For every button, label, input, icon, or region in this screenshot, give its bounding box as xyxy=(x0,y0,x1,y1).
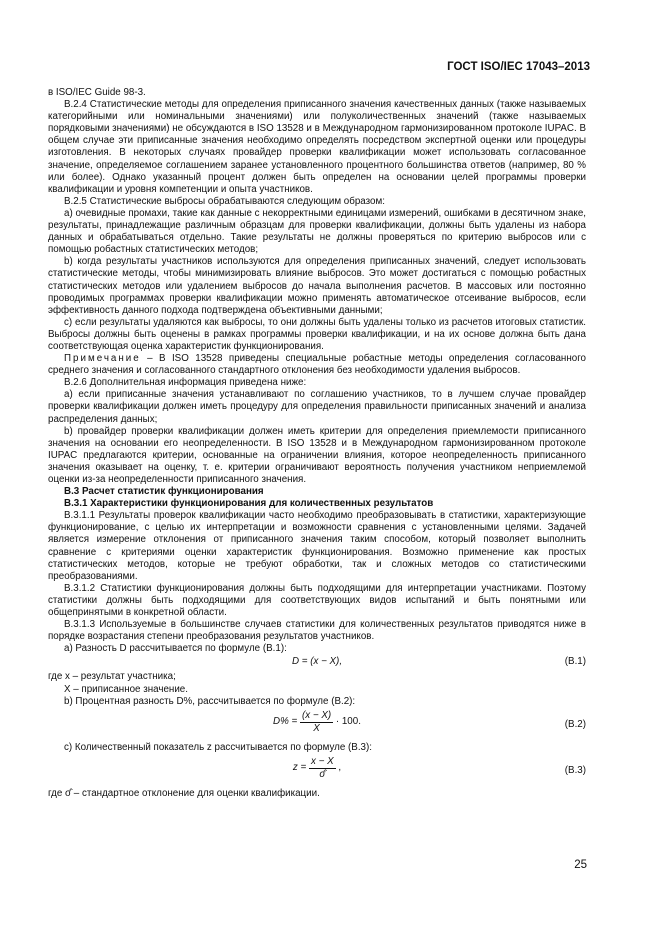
where-x-line: где x – результат участника; xyxy=(48,671,176,683)
formula-b-3 xyxy=(48,756,586,786)
formula-b-3-expression xyxy=(48,756,586,781)
paragraph-b-2-5-c: c) если результаты удаляются как выбросы, то они должны быть удалены только из расчетов итоговых статистик. Выбросы должны быть оценены в рамках программы проверки квалификации, и на их основе должна быть дана соответствующая оценка характеристик функционирования. xyxy=(48,316,586,352)
paragraph-b-2-6-b: b) провайдер проверки квалификации должен иметь критерии для определения приемлемости приписанного значения на основании его неопределенности. В ISO 13528 и в Международном гармонизированном протоколе IUPAC предлагаются критерии, основанные на ограничении влияния, которое неопределенность приписанного значения оказывает на оценку, т. е. критерии ограничивают вероятность получения участником неприемлемой оценки из-за неопределенности приписанного значения. xyxy=(48,425,586,485)
formula-b-2-numerator: (x − X) xyxy=(302,709,332,721)
formula-b-2-fraction xyxy=(300,710,333,735)
paragraph-b-2-5-a: a) очевидные промахи, такие как данные с некорректными единицами измерений, ошибками в десятичном знаке, результаты, принадлежащие различным образцам для проверки квалификации, должны быть удалены из набора данных и обрабатываться отдельно. Такие результаты не должны проверяться по критерию выбросов или с помощью робастных статистических методов; xyxy=(48,207,586,256)
note xyxy=(48,353,586,377)
formula-b-3-denominator: σ̂ xyxy=(319,768,326,780)
formula-b-2-tail: · 100. xyxy=(335,716,361,728)
formula-b-2-expression xyxy=(48,710,586,735)
list-item-a: a) Разность D рассчитывается по формуле (B.1): xyxy=(64,643,287,655)
paragraph-b-3-1-3: B.3.1.3 Используемые в большинстве случаев статистики для количественных результатов приводятся ниже в порядке возрастания степени преобразования результатов участников. xyxy=(48,619,586,643)
formula-b-1-number: (B.1) xyxy=(564,656,586,668)
formula-b-3-tail: , xyxy=(338,762,342,774)
paragraph-b-2-4: B.2.4 Статистические методы для определения приписанного значения качественных данных (также называемых категорийными или номинальными значениями) или полуколичественных значений (также называемых порядковыми значениями) не обсуждаются в ISO 13528 и в Международном гармонизированном протоколе IUPAC. В общем случае эти приписанные значения необходимо определять посредством экспертной оценки или процедуры изготовления. В некоторых случаях провайдер проверки квалификации может использовать согласованное значение, определяемое соглашением заранее установленного процентного большинства ответов (например, 80 % или более). Однако указанный процент должен быть определен на основании целей программы проверки квалификации и уровня компетенции и опыта участников. xyxy=(48,99,586,195)
formula-b-2-number: (B.2) xyxy=(564,718,586,730)
note-text: – В ISO 13528 приведены специальные робастные методы определения согласованного среднего значения и согласованного стандартного отклонения без необходимости удаления выбросов. xyxy=(48,353,586,377)
formula-b-3-number: (B.3) xyxy=(564,764,586,776)
formula-b-3-numerator: x − X xyxy=(311,755,334,767)
paragraph-b-3-1-1: B.3.1.1 Результаты проверок квалификации часто необходимо преобразовывать в статистики, характеризующие функционирование, с целью их интерпретации и возможности сравнения с установленными целями. Задачей является измерение отклонения от приписанного значения таким способом, который позволяет выполнить сравнение с критериями оценки характеристик функционирования. Возможно применение как простых статистических методов, которые не требуют обработки, так и сложных методов со статистическими преобразованиями. xyxy=(48,510,586,582)
where-X-line: X – приписанное значение. xyxy=(64,683,188,695)
paragraph-b-2-6: B.2.6 Дополнительная информация приведена ниже: xyxy=(64,377,307,389)
heading-b-3: B.3 Расчет статистик функционирования xyxy=(64,486,264,498)
page-number: 25 xyxy=(574,859,587,871)
paragraph-b-2-5-b: b) когда результаты участников используются для определения приписанных значений, следует использовать статистические методы, чтобы минимизировать влияние выбросов. Это может достигаться с помощью робастных статистических методов или удалением выбросов до начала выполнения расчетов. В массовых или постоянно проводимых программах проверки квалификации можно применять автоматическое отсеивание выбросов, если эффективность данного подхода подтверждена объективными данными; xyxy=(48,256,586,316)
paragraph-continuation: в ISO/IEC Guide 98-3. xyxy=(48,87,146,98)
document-body xyxy=(48,87,586,800)
where-sigma-line: где σ̂ – стандартное отклонение для оценки квалификации. xyxy=(48,787,320,799)
list-item-b: b) Процентная разность D%, рассчитывается по формуле (B.2): xyxy=(64,695,356,707)
formula-b-1 xyxy=(48,656,586,670)
formula-b-3-fraction xyxy=(309,756,336,781)
list-item-c: c) Количественный показатель z рассчитывается по формуле (B.3): xyxy=(64,741,372,753)
heading-b-3-1: B.3.1 Характеристики функционирования для количественных результатов xyxy=(64,498,434,510)
formula-b-2-denominator: X xyxy=(313,722,320,734)
formula-b-3-lhs: z = xyxy=(292,762,307,774)
formula-b-2 xyxy=(48,710,586,740)
paragraph-b-2-5: B.2.5 Статистические выбросы обрабатываются следующим образом: xyxy=(64,195,385,207)
paragraph-b-2-6-a: a) если приписанные значения устанавливают по соглашению участников, то в лучшем случае провайдер проверки квалификации должен иметь процедуру для определения правильности приписанных значений и анализа распределения данных; xyxy=(48,389,586,425)
paragraph-b-3-1-2: B.3.1.2 Статистики функционирования должны быть подходящими для интерпретации участниками. Поэтому статистики должны быть подходящими для соответствующих видов испытаний и быть понятными или общепринятыми в конкретной области. xyxy=(48,582,586,619)
formula-b-1-expression: D = (x − X), xyxy=(291,656,343,668)
formula-b-2-lhs: D% = xyxy=(273,716,298,728)
note-label: Примечание xyxy=(64,353,141,365)
document-standard-header: ГОСТ ISO/IEC 17043–2013 xyxy=(447,61,590,73)
